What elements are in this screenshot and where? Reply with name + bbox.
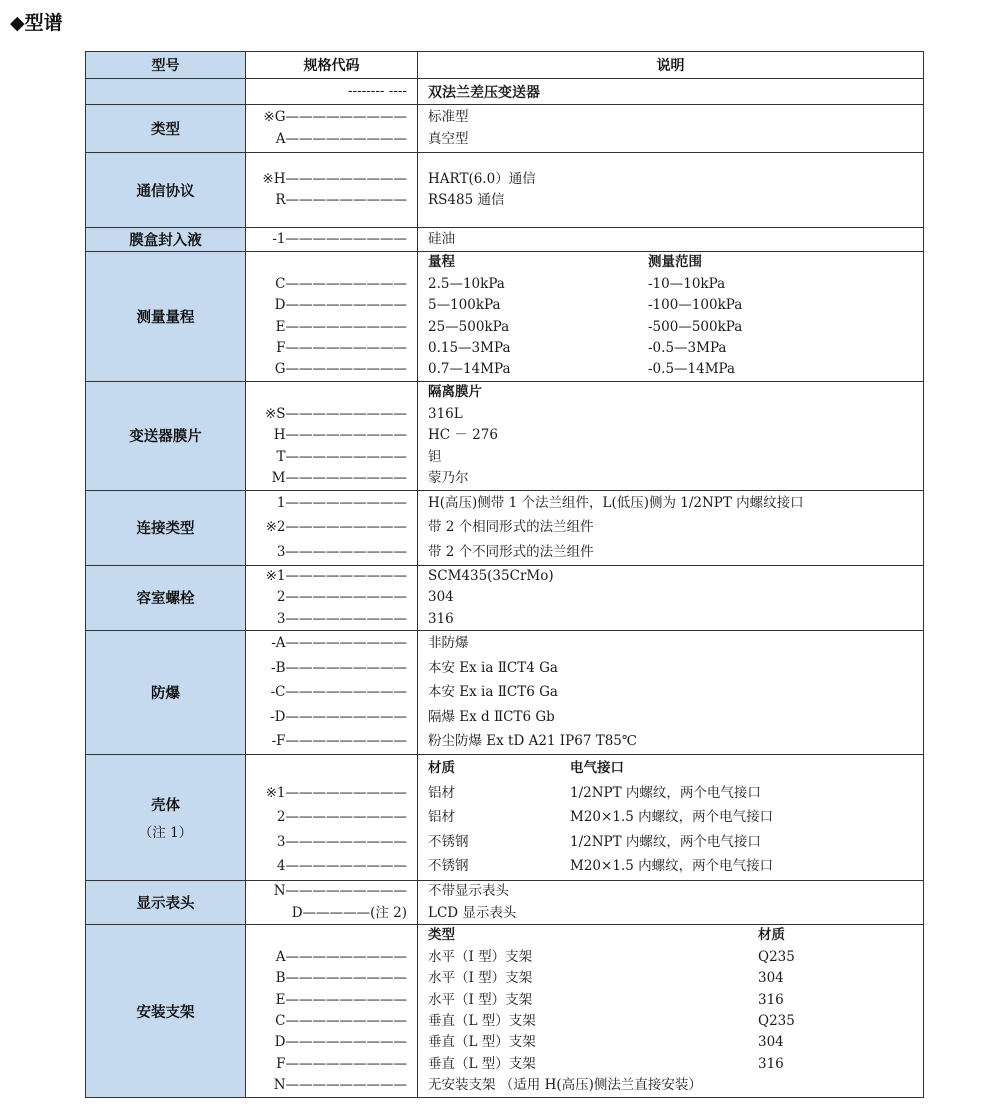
- spec-code: 2—————————: [276, 589, 407, 605]
- spec-code: 3—————————: [276, 543, 407, 560]
- desc-line: 本安 Ex ia ⅡCT6 Ga: [428, 684, 558, 701]
- desc-line: [428, 338, 923, 359]
- section-row: [86, 881, 924, 925]
- desc-line: [428, 1075, 923, 1096]
- desc-value-2: 304: [758, 970, 784, 987]
- desc-line: 标准型: [428, 109, 469, 125]
- product-name-cell: [86, 79, 246, 105]
- desc-line: 硅油: [428, 230, 455, 247]
- spec-code: 2—————————: [276, 809, 407, 826]
- spec-code: ※2—————————: [265, 519, 407, 536]
- desc-value-1: 5—100kPa: [428, 297, 501, 314]
- spec-code: C—————————: [275, 275, 407, 292]
- desc-line: 非防爆: [428, 635, 469, 652]
- section-desc-cell: [418, 382, 924, 491]
- section-name-cell: [86, 631, 246, 755]
- desc-line: 粉尘防爆 Ex tD A21 IP67 T85℃: [428, 733, 637, 750]
- desc-line: 本安 Ex ia ⅡCT4 Ga: [428, 659, 558, 676]
- spec-code: M—————————: [271, 470, 407, 486]
- desc-value-2: 1/2NPT 内螺纹，两个电气接口: [570, 833, 761, 850]
- section-name: 类型: [151, 122, 180, 138]
- section-name: 变送器膜片: [129, 429, 202, 446]
- product-code: -------- ----: [347, 82, 407, 99]
- desc-value-2: M20×1.5 内螺纹，两个电气接口: [570, 858, 774, 875]
- section-name: 通信协议: [136, 183, 195, 200]
- desc-value-2: M20×1.5 内螺纹，两个电气接口: [570, 809, 774, 826]
- section-note: （注 1）: [138, 825, 193, 841]
- spec-table: [85, 51, 924, 1098]
- desc-subheader: [428, 756, 923, 781]
- desc-value-2: -10—10kPa: [648, 275, 726, 292]
- desc-line: 带 2 个相同形式的法兰组件: [428, 519, 594, 536]
- spec-code: F—————————: [276, 339, 407, 356]
- desc-line: RS485 通信: [428, 192, 505, 208]
- desc-line: [428, 1032, 923, 1053]
- section-name: 膜盒封入液: [129, 233, 202, 249]
- code-spacer: [246, 382, 407, 404]
- section-row: [86, 105, 924, 153]
- desc-value-1: 2.5—10kPa: [428, 275, 505, 292]
- desc-value-1: 铝材: [428, 784, 455, 801]
- section-row: [86, 565, 924, 631]
- desc-line: 钽: [428, 448, 442, 465]
- desc-value-1: 水平（I 型）支架: [428, 948, 533, 965]
- section-codes-cell: [246, 105, 418, 153]
- section-desc-cell: [418, 153, 924, 228]
- spec-code: -A—————————: [271, 635, 407, 652]
- desc-line: HART(6.0）通信: [428, 170, 536, 187]
- spec-code: 4—————————: [276, 858, 407, 875]
- code-spacer: [246, 252, 407, 273]
- desc-value-1: 0.7—14MPa: [428, 361, 511, 378]
- section-name-cell: [86, 252, 246, 382]
- subheader-label: 类型: [428, 927, 455, 944]
- spec-code: -B—————————: [271, 659, 407, 676]
- desc-line: SCM435(35CrMo): [428, 567, 554, 584]
- section-row: [86, 252, 924, 382]
- desc-subheader: [428, 252, 923, 273]
- spec-code: -D—————————: [270, 708, 407, 725]
- section-codes-cell: [246, 228, 418, 252]
- spec-code: -C—————————: [270, 684, 407, 701]
- section-name-cell: [86, 925, 246, 1098]
- section-name: 连接类型: [136, 521, 195, 537]
- subheader-label: 量程: [428, 254, 455, 271]
- spec-code: N—————————: [273, 1077, 407, 1094]
- desc-line: 隔爆 Ex d ⅡCT6 Gb: [428, 708, 555, 725]
- desc-line: HC － 276: [428, 427, 498, 443]
- section-codes-cell: [246, 631, 418, 755]
- section-row: [86, 631, 924, 755]
- section-name-cell: [86, 228, 246, 252]
- section-desc-cell: [418, 252, 924, 382]
- spec-code: 1—————————: [276, 494, 407, 511]
- desc-value-2: 1/2NPT 内螺纹，两个电气接口: [570, 784, 761, 801]
- section-name: 测量量程: [136, 310, 195, 326]
- subheader-label: 测量范围: [648, 254, 702, 271]
- desc-value-2: -0.5—3MPa: [648, 339, 727, 356]
- desc-line: [428, 295, 923, 316]
- spec-code: E—————————: [275, 991, 407, 1008]
- section-codes-cell: [246, 382, 418, 491]
- spec-code: A—————————: [275, 948, 407, 965]
- section-row: [86, 490, 924, 565]
- spec-code: R—————————: [275, 192, 407, 208]
- spec-code: B—————————: [275, 970, 407, 987]
- desc-value-2: 316: [758, 991, 784, 1008]
- desc-line: [428, 805, 923, 830]
- desc-value-1: 铝材: [428, 809, 455, 826]
- section-name: 容室螺栓: [136, 591, 195, 608]
- desc-value-1: 水平（I 型）支架: [428, 991, 533, 1008]
- desc-line: [428, 830, 923, 855]
- desc-value-2: -0.5—14MPa: [648, 361, 736, 378]
- section-desc-cell: [418, 881, 924, 925]
- spec-code: A—————————: [275, 130, 407, 147]
- spec-code: C—————————: [275, 1013, 407, 1029]
- section-codes-cell: [246, 490, 418, 565]
- code-spacer: [246, 756, 407, 781]
- desc-value-1: 垂直（L 型）支架: [428, 1013, 536, 1029]
- section-codes-cell: [246, 153, 418, 228]
- section-name-cell: [86, 881, 246, 925]
- desc-line: [428, 990, 923, 1011]
- spec-code: G—————————: [274, 361, 407, 378]
- section-codes-cell: [246, 925, 418, 1098]
- spec-code: ※1—————————: [265, 567, 407, 584]
- desc-line: [428, 781, 923, 806]
- desc-value-2: 316: [758, 1055, 784, 1072]
- spec-code: 3—————————: [276, 833, 407, 850]
- desc-value-1: 0.15—3MPa: [428, 339, 511, 356]
- spec-code: 3—————————: [276, 610, 407, 627]
- section-name-cell: [86, 153, 246, 228]
- desc-line: 304: [428, 589, 454, 605]
- section-row: [86, 228, 924, 252]
- spec-code: ※H—————————: [262, 170, 407, 187]
- code-spacer: [246, 925, 407, 946]
- desc-line: [428, 968, 923, 989]
- table-header-row: [86, 52, 924, 79]
- col-header-desc: 说明: [418, 52, 924, 79]
- section-codes-cell: [246, 565, 418, 631]
- desc-subheader: [428, 925, 923, 946]
- spec-code: E—————————: [275, 318, 407, 335]
- desc-line: 316: [428, 610, 454, 627]
- spec-code: -1—————————: [272, 230, 407, 247]
- section-name: 显示表头: [136, 896, 195, 912]
- desc-value-2: -100—100kPa: [648, 297, 743, 314]
- section-row: [86, 925, 924, 1098]
- section-desc-cell: [418, 755, 924, 881]
- desc-line: LCD 显示表头: [428, 904, 517, 921]
- desc-line: [428, 947, 923, 968]
- section-desc-cell: [418, 631, 924, 755]
- section-name: 安装支架: [136, 1004, 195, 1021]
- desc-line: [428, 1011, 923, 1032]
- subheader-label: 材质: [758, 927, 785, 944]
- section-codes-cell: [246, 252, 418, 382]
- spec-code: H—————————: [273, 427, 407, 443]
- desc-value-2: Q235: [758, 1013, 795, 1029]
- section-codes-cell: [246, 755, 418, 881]
- spec-code: ※1—————————: [265, 784, 407, 801]
- product-desc-cell: [418, 79, 924, 105]
- desc-value-1: 不锈钢: [428, 833, 469, 850]
- section-name-cell: [86, 755, 246, 881]
- desc-value-2: -500—500kPa: [648, 318, 743, 335]
- subheader-label: 材质: [428, 760, 455, 777]
- product-row: [86, 79, 924, 105]
- desc-line: [428, 317, 923, 338]
- desc-value-1: 垂直（L 型）支架: [428, 1055, 536, 1072]
- subheader-label: 电气接口: [570, 760, 624, 777]
- desc-line: [428, 274, 923, 295]
- section-name-cell: [86, 105, 246, 153]
- desc-subheader: [428, 382, 923, 404]
- section-desc-cell: [418, 490, 924, 565]
- section-name: 壳体: [151, 798, 180, 814]
- subheader-label: 隔离膜片: [428, 384, 482, 400]
- section-desc-cell: [418, 565, 924, 631]
- desc-line: [428, 359, 923, 380]
- section-codes-cell: [246, 881, 418, 925]
- col-header-code: 规格代码: [246, 52, 418, 79]
- spec-code: ※S—————————: [264, 405, 407, 422]
- desc-value-1: 水平（I 型）支架: [428, 970, 533, 987]
- page-title: ◆型谱: [10, 12, 63, 34]
- spec-code: D—————————: [274, 1034, 407, 1051]
- section-desc-cell: [418, 925, 924, 1098]
- desc-value-1: 无安装支架 （适用 H(高压)侧法兰直接安装）: [428, 1077, 702, 1094]
- spec-code: D—————(注 2): [291, 904, 407, 921]
- spec-code: ※G—————————: [263, 109, 407, 125]
- col-header-model: 型号: [86, 52, 246, 79]
- section-name: 防爆: [151, 686, 180, 702]
- section-desc-cell: [418, 105, 924, 153]
- section-desc-cell: [418, 228, 924, 252]
- product-code-cell: [246, 79, 418, 105]
- desc-line: [428, 1054, 923, 1075]
- spec-code: F—————————: [276, 1055, 407, 1072]
- desc-value-2: Q235: [758, 948, 795, 965]
- desc-line: 316L: [428, 405, 463, 422]
- desc-value-2: 304: [758, 1034, 784, 1051]
- desc-line: 真空型: [428, 130, 469, 147]
- desc-line: 不带显示表头: [428, 883, 509, 899]
- section-name-cell: [86, 382, 246, 491]
- desc-line: 带 2 个不同形式的法兰组件: [428, 543, 594, 560]
- desc-line: 蒙乃尔: [428, 470, 469, 486]
- desc-line: H(高压)侧带 1 个法兰组件，L(低压)侧为 1/2NPT 内螺纹接口: [428, 494, 804, 511]
- desc-value-1: 不锈钢: [428, 858, 469, 875]
- spec-code: D—————————: [274, 297, 407, 314]
- spec-code: N—————————: [273, 883, 407, 899]
- spec-code: -F—————————: [271, 733, 407, 750]
- section-row: [86, 755, 924, 881]
- spec-code: T—————————: [276, 448, 407, 465]
- product-desc: 双法兰差压变送器: [428, 84, 540, 101]
- desc-value-1: 25—500kPa: [428, 318, 510, 335]
- section-row: [86, 382, 924, 491]
- desc-value-1: 垂直（L 型）支架: [428, 1034, 536, 1051]
- section-row: [86, 153, 924, 228]
- section-name-cell: [86, 490, 246, 565]
- desc-line: [428, 854, 923, 879]
- section-name-cell: [86, 565, 246, 631]
